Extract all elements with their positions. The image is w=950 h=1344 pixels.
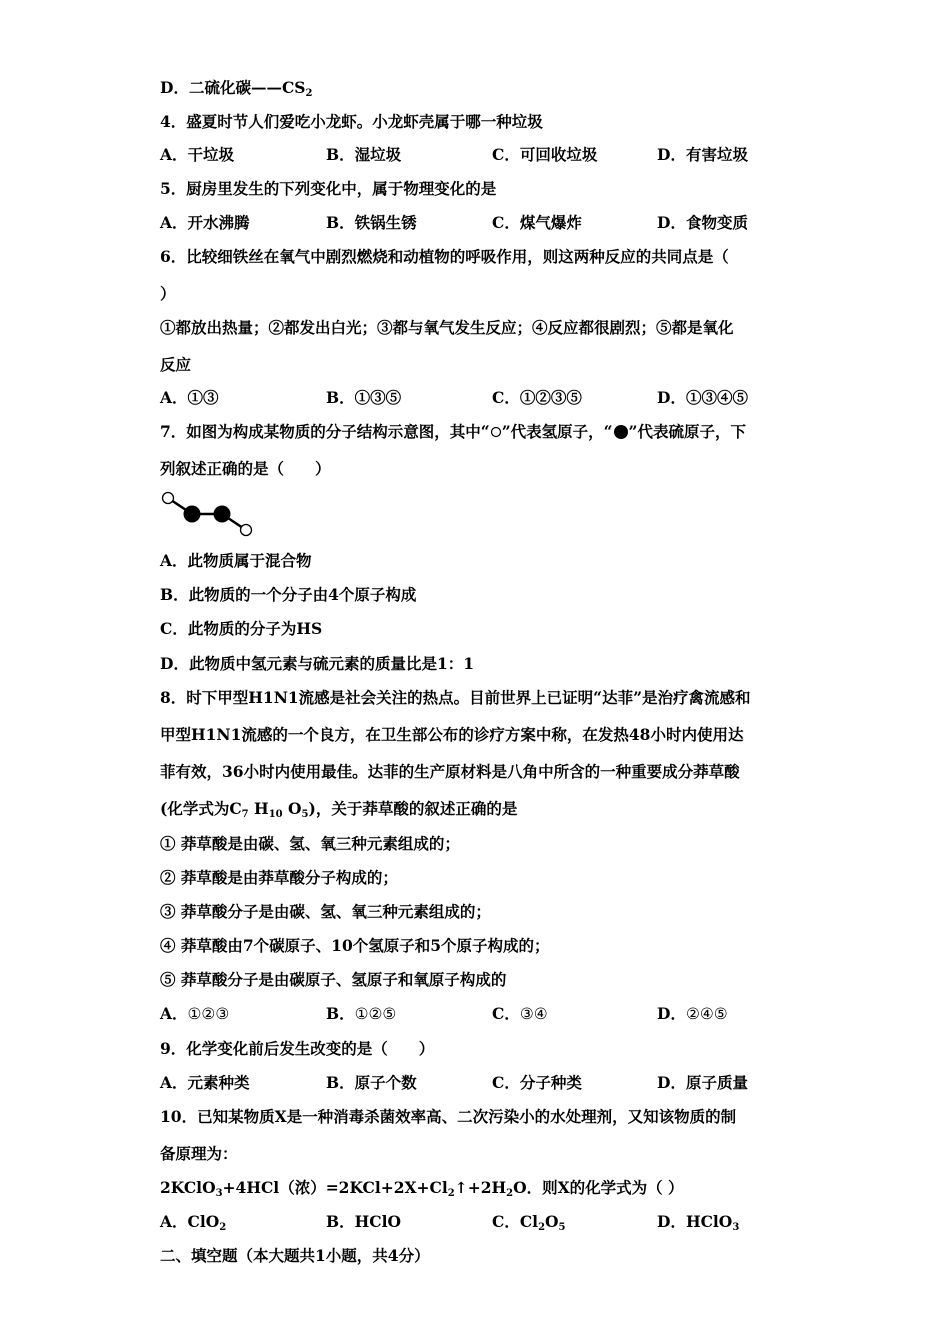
q9-option-a: A．元素种类: [160, 1073, 250, 1092]
q10-eq-part1: 2KClO: [160, 1178, 216, 1197]
q10-eq-sub2: 2: [447, 1188, 455, 1199]
sulfur-atom-icon: [613, 424, 629, 440]
q6-option-a: A．①③: [160, 388, 219, 407]
q5-option-c: C．煤气爆炸: [492, 213, 582, 232]
q9-stem: 9．化学变化前后发生改变的是（ ）: [160, 1039, 435, 1058]
q7-stem-part1: 7．如图为构成某物质的分子结构示意图，其中“: [160, 422, 490, 441]
q10-option-c: [492, 1212, 566, 1232]
q6-option-c: C．①②③⑤: [492, 388, 582, 407]
q8-option-b: [326, 1004, 396, 1024]
q8-option-a-value: ①②③: [187, 1005, 230, 1023]
q10-option-d-sub: 3: [732, 1222, 740, 1233]
q6-items-line2: 反应: [160, 355, 192, 374]
q7-stem-line1: [160, 422, 746, 442]
q7-option-b: B．此物质的一个分子由4个原子构成: [160, 585, 417, 604]
q7-option-d: D．此物质中氢元素与硫元素的质量比是1：1: [160, 654, 475, 673]
q9-option-d: D．原子质量: [657, 1073, 748, 1092]
molecule-diagram: [160, 490, 260, 538]
q9-option-b: B．原子个数: [326, 1073, 417, 1092]
q9-option-c: C．分子种类: [492, 1073, 582, 1092]
q8-formula-o: O: [282, 799, 302, 818]
q10-line2: 备原理为：: [160, 1144, 238, 1163]
q4-stem: 4．盛夏时节人们爱吃小龙虾。小龙虾壳属于哪一种垃圾: [160, 112, 543, 131]
q8-option-d: [657, 1004, 728, 1024]
q10-option-a-sub: 2: [219, 1222, 227, 1233]
q8-item-5: ⑤ 莽草酸分子是由碳原子、氢原子和氧原子构成的: [160, 970, 507, 989]
q8-option-c-value: ③④: [519, 1005, 548, 1023]
q10-option-c-sub2: 5: [558, 1222, 566, 1233]
q5-option-d: D．食物变质: [657, 213, 748, 232]
q8-option-a-label: A．: [160, 1004, 188, 1023]
q10-option-c-sub1: 2: [538, 1222, 546, 1233]
q8-option-d-value: ②④⑤: [685, 1005, 728, 1023]
q8-line1: 8．时下甲型H1N1流感是社会关注的热点。目前世界上已证明“达菲”是治疗禽流感和: [160, 688, 751, 707]
q7-stem-part2: ”代表氢原子，“: [501, 422, 613, 441]
q6-items-line1: ①都放出热量；②都发出白光；③都与氧气发生反应；④反应都很剧烈；⑤都是氧化: [160, 318, 734, 337]
q8-item-4: ④ 莽草酸由7个碳原子、10个氢原子和5个原子构成的；: [160, 936, 550, 955]
q10-line1: 10．已知某物质X是一种消毒杀菌效率高、二次污染小的水处理剂，又知该物质的制: [160, 1107, 737, 1126]
q5-stem: 5．厨房里发生的下列变化中，属于物理变化的是: [160, 179, 497, 198]
q10-eq-part4: O．则X的化学式为（ ）: [513, 1178, 684, 1197]
q10-option-a: [160, 1212, 226, 1232]
q3-option-d-sub: 2: [305, 88, 313, 99]
q8-line2: 甲型H1N1流感的一个良方，在卫生部公布的诊疗方案中称，在发热48小时内使用达: [160, 725, 744, 744]
hydrogen-atom-icon: [490, 426, 502, 438]
q10-option-a-text: A．ClO: [160, 1212, 220, 1231]
sulfur-atom-left: [184, 506, 201, 523]
q7-stem-part3: ”代表硫原子，下: [628, 422, 746, 441]
q10-eq-sub3: 2: [506, 1188, 514, 1199]
q8-item-2: ② 莽草酸是由莽草酸分子构成的；: [160, 868, 398, 887]
q5-option-b: B．铁锅生锈: [326, 213, 417, 232]
q3-option-d-text: D．二硫化碳——CS: [160, 78, 306, 97]
q7-option-c: C．此物质的分子为HS: [160, 619, 323, 638]
q7-stem-line2: 列叙述正确的是（ ）: [160, 459, 331, 478]
hydrogen-atom-left: [163, 493, 174, 504]
q7-option-a: A．此物质属于混合物: [160, 551, 312, 570]
hydrogen-atom-right: [241, 525, 252, 536]
q6-option-b: B．①③⑤: [326, 388, 402, 407]
q8-formula-h: H: [248, 799, 269, 818]
q10-eq-part2: +4HCl（浓）=2KCl+2X+Cl: [222, 1178, 448, 1197]
q8-option-d-label: D．: [657, 1004, 686, 1023]
q8-item-1: ① 莽草酸是由碳、氢、氧三种元素组成的；: [160, 834, 460, 853]
sulfur-atom-right: [214, 506, 231, 523]
q8-formula-prefix: (化学式为C: [160, 799, 242, 818]
q4-option-b: B．湿垃圾: [326, 145, 402, 164]
q4-option-a: A．干垃圾: [160, 145, 235, 164]
q8-line3: 菲有效，36小时内使用最佳。达菲的生产原材料是八角中所含的一种重要成分莽草酸: [160, 762, 740, 781]
q8-option-c: [492, 1004, 548, 1024]
q3-option-d: [160, 78, 312, 98]
q8-option-b-value: ①②⑤: [354, 1005, 397, 1023]
q8-option-c-label: C．: [492, 1004, 520, 1023]
q8-line4: [160, 799, 517, 819]
q8-formula-sub-c: 7: [241, 809, 249, 820]
q4-option-d: D．有害垃圾: [657, 145, 748, 164]
q10-option-d: [657, 1212, 739, 1232]
q10-option-c-text: C．Cl: [492, 1212, 539, 1231]
q10-option-b: B．HClO: [326, 1212, 401, 1231]
section-2-heading: 二、填空题（本大题共1小题，共4分）: [160, 1246, 430, 1265]
q8-formula-sub-o: 5: [301, 809, 309, 820]
q8-option-a: [160, 1004, 229, 1024]
q10-option-d-text: D．HClO: [657, 1212, 733, 1231]
q8-option-b-label: B．: [326, 1004, 355, 1023]
q6-stem-line2: ）: [160, 284, 176, 303]
q8-item-3: ③ 莽草酸分子是由碳、氢、氧三种元素组成的；: [160, 902, 491, 921]
q8-formula-sub-h: 10: [268, 809, 283, 820]
q10-eq-part3: ↑+2H: [454, 1178, 507, 1197]
q10-option-c-o: O: [545, 1212, 559, 1231]
q10-equation: [160, 1178, 684, 1198]
q6-stem-line1: 6．比较细铁丝在氧气中剧烈燃烧和动植物的呼吸作用，则这两种反应的共同点是（: [160, 247, 729, 266]
q5-option-a: A．开水沸腾: [160, 213, 250, 232]
q8-formula-suffix: )，关于莽草酸的叙述正确的是: [308, 799, 518, 818]
q4-option-c: C．可回收垃圾: [492, 145, 598, 164]
q10-eq-sub1: 3: [215, 1188, 223, 1199]
q6-option-d: D．①③④⑤: [657, 388, 748, 407]
